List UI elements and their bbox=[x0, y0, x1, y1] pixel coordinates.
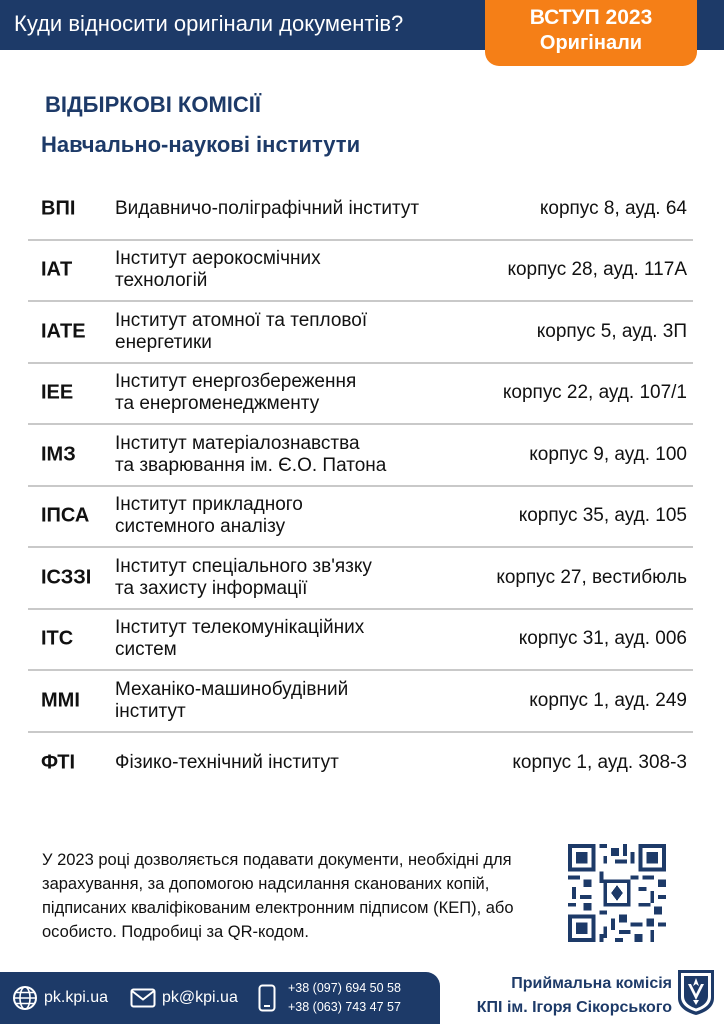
contact-footer bbox=[0, 972, 440, 1024]
institute-row bbox=[28, 733, 693, 795]
institute-abbr: ІСЗЗІ bbox=[41, 566, 92, 589]
badge-topic: Оригінали bbox=[539, 32, 643, 54]
institute-row bbox=[28, 364, 693, 426]
subsection-title: Навчально-наукові інститути bbox=[41, 132, 361, 157]
institute-location: корпус 1, ауд. 249 bbox=[529, 689, 687, 711]
phone-block bbox=[258, 972, 276, 1024]
institute-abbr: ІАТЕ bbox=[41, 320, 86, 343]
institute-row bbox=[28, 179, 693, 241]
institute-row bbox=[28, 548, 693, 610]
section-title: ВІДБІРКОВІ КОМІСІЇ bbox=[45, 92, 261, 117]
phone-icon bbox=[258, 984, 276, 1012]
institute-abbr: ІАТ bbox=[41, 258, 73, 281]
institutes-table bbox=[28, 179, 693, 794]
institute-name: Механіко-машинобудівний інститут bbox=[115, 678, 349, 722]
institute-name: Інститут спеціального зв'язку та захисту інформації bbox=[115, 555, 372, 599]
phone-2[interactable]: +38 (063) 743 47 57 bbox=[288, 1000, 401, 1014]
badge-year: ВСТУП 2023 bbox=[529, 6, 653, 29]
globe-icon bbox=[12, 985, 38, 1011]
institute-location: корпус 28, ауд. 117А bbox=[507, 259, 687, 281]
org-name-line1: Приймальна комісія bbox=[511, 975, 672, 992]
org-name-line2: КПІ ім. Ігоря Сікорського bbox=[476, 999, 672, 1016]
institute-abbr: ІМЗ bbox=[41, 443, 76, 466]
submission-note: У 2023 році дозволяється подавати документи, необхідні для зарахування, за допомогою надсилання сканованих копій, підписаних кваліфікованим електронним підписом (КЕП), або особисто. Подробиці за QR-кодом. bbox=[42, 851, 514, 941]
institute-row bbox=[28, 302, 693, 364]
qr-code-icon[interactable] bbox=[568, 844, 666, 942]
institute-abbr: ІТС bbox=[41, 627, 74, 650]
phone-1[interactable]: +38 (097) 694 50 58 bbox=[288, 981, 401, 995]
email-text: pk@kpi.ua bbox=[162, 989, 238, 1006]
website-link[interactable] bbox=[12, 972, 108, 1024]
institute-abbr: ІЕЕ bbox=[41, 381, 74, 404]
institute-location: корпус 31, ауд. 006 bbox=[518, 628, 687, 650]
institute-location: корпус 35, ауд. 105 bbox=[518, 505, 687, 527]
email-link[interactable] bbox=[130, 972, 238, 1024]
mail-icon bbox=[130, 988, 156, 1008]
institute-name: Видавничо-поліграфічний інститут bbox=[115, 197, 420, 219]
institute-location: корпус 9, ауд. 100 bbox=[529, 443, 687, 465]
institute-row bbox=[28, 487, 693, 549]
institute-name: Інститут телекомунікаційних систем bbox=[115, 617, 365, 661]
institute-name: Інститут прикладного системного аналізу bbox=[115, 494, 303, 538]
page-title: Куди відносити оригінали документів? bbox=[14, 11, 404, 36]
organization-signature bbox=[477, 972, 672, 1020]
admission-badge bbox=[485, 0, 697, 66]
university-emblem-icon bbox=[676, 968, 716, 1016]
institute-row bbox=[28, 425, 693, 487]
institute-abbr: ФТІ bbox=[41, 751, 76, 774]
institute-abbr: ММІ bbox=[41, 689, 80, 712]
institute-location: корпус 5, ауд. 3П bbox=[536, 320, 687, 342]
institute-abbr: ВПІ bbox=[41, 197, 76, 220]
institute-row bbox=[28, 241, 693, 303]
institute-row bbox=[28, 610, 693, 672]
institute-row bbox=[28, 671, 693, 733]
institute-abbr: ІПСА bbox=[41, 504, 90, 527]
institute-location: корпус 1, ауд. 308-3 bbox=[512, 752, 687, 774]
institute-name: Інститут енергозбереження та енергоменеджменту bbox=[115, 371, 357, 415]
institute-name: Інститут аерокосмічних технологій bbox=[115, 248, 321, 292]
institute-name: Інститут матеріалознавства та зварювання ім. Є.О. Патона bbox=[115, 432, 387, 476]
institute-name: Інститут атомної та теплової енергетики bbox=[115, 309, 368, 353]
institute-location: корпус 22, ауд. 107/1 bbox=[502, 382, 687, 404]
phone-numbers bbox=[288, 979, 401, 1017]
institute-name: Фізико-технічний інститут bbox=[115, 752, 339, 774]
institute-location: корпус 8, ауд. 64 bbox=[539, 197, 687, 219]
website-text: pk.kpi.ua bbox=[44, 989, 109, 1006]
institute-location: корпус 27, вестибюль bbox=[496, 566, 687, 588]
